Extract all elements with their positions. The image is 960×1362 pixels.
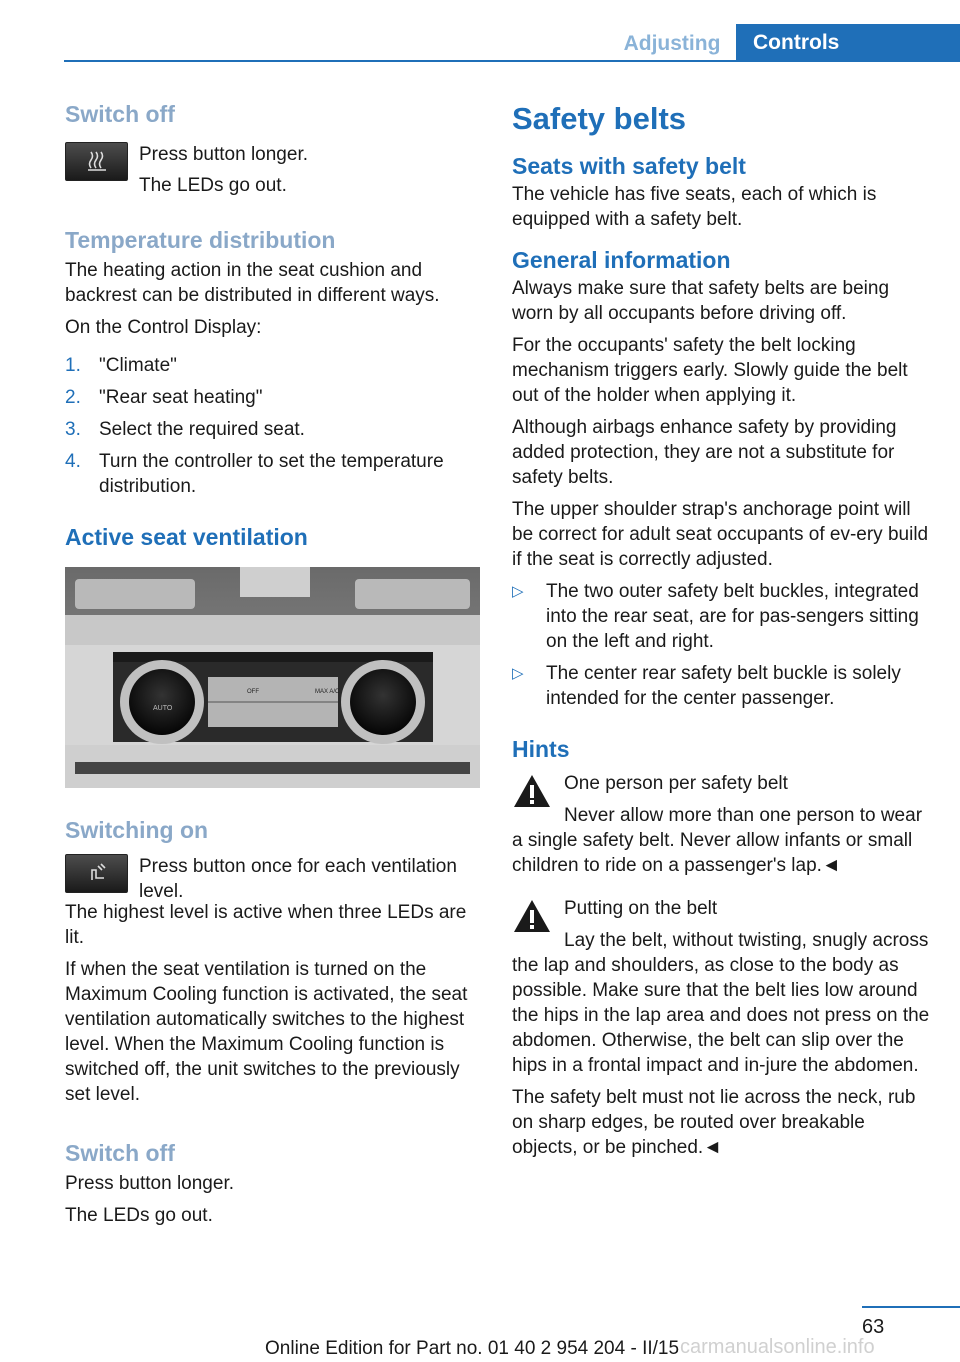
step-text: Select the required seat. (99, 419, 305, 440)
switch-off-line2: The LEDs go out. (139, 175, 287, 196)
warning-icon (512, 898, 552, 934)
list-item (65, 417, 480, 442)
general-p4: The upper shoulder strap's anchorage point will be correct for adult seat occupants of ev‐ery build if the seat is correctly adjusted. (512, 499, 929, 570)
highest-level-text: The highest level is active when three LEDs are lit. (65, 902, 467, 948)
warning-block-2 (512, 896, 932, 1078)
tab-adjusting: Adjusting (623, 32, 721, 55)
step-text: "Rear seat heating" (99, 387, 263, 408)
list-item (512, 579, 932, 654)
control-display-intro: On the Control Display: (65, 317, 262, 338)
off-label: OFF (247, 689, 259, 695)
seat-heating-button-icon (65, 142, 128, 181)
switching-on-block (65, 854, 480, 904)
warning-2-body-continued: The safety belt must not lie across the neck, rub on sharp edges, be routed over breakable objects, or be pinched.◄ (512, 1087, 916, 1158)
page-number: 63 (862, 1316, 885, 1338)
switch-off-line1: Press button longer. (139, 144, 308, 165)
general-p3: Although airbags enhance safety by providing added protection, they are not a substitute for safety belts. (512, 417, 897, 488)
step-number: 3. (65, 419, 81, 440)
active-seat-ventilation-heading: Active seat ventilation (65, 524, 308, 550)
temp-steps-list (65, 353, 480, 499)
general-info-heading: General information (512, 247, 731, 273)
bullet-icon: ▷ (512, 583, 524, 600)
step-number: 1. (65, 355, 81, 376)
switching-on-heading: Switching on (65, 817, 209, 843)
warning-block-1 (512, 771, 932, 878)
seats-body: The vehicle has five seats, each of which is equipped with a safety belt. (512, 184, 877, 230)
switch-off-2-line2: The LEDs go out. (65, 1205, 213, 1226)
step-number: 2. (65, 387, 81, 408)
warning-2-title: Putting on the belt (564, 898, 718, 919)
switch-off-block (65, 142, 480, 198)
auto-label: AUTO (153, 705, 173, 712)
watermark: carmanualsonline.info (680, 1336, 875, 1358)
belt-buckle-list (512, 579, 932, 711)
switch-off-2-line1: Press button longer. (65, 1173, 234, 1194)
step-number: 4. (65, 451, 81, 472)
hints-heading: Hints (512, 736, 570, 762)
bullet-text: The two outer safety belt buckles, integrated into the rear seat, are for pas‐sengers sitting on the left and right. (546, 581, 919, 652)
step-text: "Climate" (99, 355, 177, 376)
switch-off-heading: Switch off (65, 101, 175, 127)
list-item (65, 353, 480, 378)
seats-heading: Seats with safety belt (512, 153, 746, 179)
general-p1: Always make sure that safety belts are being worn by all occupants before driving off. (512, 278, 890, 324)
bullet-text: The center rear safety belt buckle is solely intended for the center passenger. (546, 663, 901, 709)
warning-icon (512, 773, 552, 809)
edition-text: Online Edition for Part no. 01 40 2 954 204 - II/15 (265, 1338, 680, 1359)
climate-panel-photo (65, 567, 480, 788)
temp-distribution-heading: Temperature distribution (65, 227, 336, 253)
tab-controls: Controls (736, 24, 960, 62)
header-rule (64, 60, 960, 62)
warning-1-title: One person per safety belt (564, 773, 788, 794)
switching-on-text: Press button once for each ventilation level. (139, 856, 457, 902)
list-item (65, 385, 480, 410)
general-p2: For the occupants' safety the belt locking mechanism triggers early. Slowly guide the belt out of the holder when applying it. (512, 335, 908, 406)
list-item (512, 661, 932, 711)
bullet-icon: ▷ (512, 665, 524, 682)
warning-1-body: Never allow more than one person to wear a single safety belt. Never allow infants or small children to ride on a passenger's lap.◄ (512, 805, 923, 876)
footer-rule (862, 1306, 960, 1308)
page-title: Safety belts (512, 101, 687, 136)
right-column (512, 100, 932, 1160)
switch-off-heading-2: Switch off (65, 1140, 175, 1166)
max-ac-label: MAX A/C (315, 689, 340, 695)
left-column (65, 100, 480, 1228)
step-text: Turn the controller to set the temperature distribution. (99, 451, 444, 497)
seat-ventilation-button-icon (65, 854, 128, 893)
warning-2-body: Lay the belt, without twisting, snugly across the lap and shoulders, as close to the body as possible. Make sure that the belt lies low around the hips in the lap area and does not press on the abdomen. Otherwise, the belt can slip over the hips in a frontal impact and in‐jure the abdomen. (512, 930, 930, 1076)
temp-distribution-body: The heating action in the seat cushion and backrest can be distributed in different ways. (65, 260, 440, 306)
list-item (65, 449, 480, 499)
maximum-cooling-text: If when the seat ventilation is turned on the Maximum Cooling function is activated, the seat ventilation automatically switches to the highest level. When the Maximum Cooling function is switched off, the unit switches to the previously set level. (65, 959, 468, 1105)
